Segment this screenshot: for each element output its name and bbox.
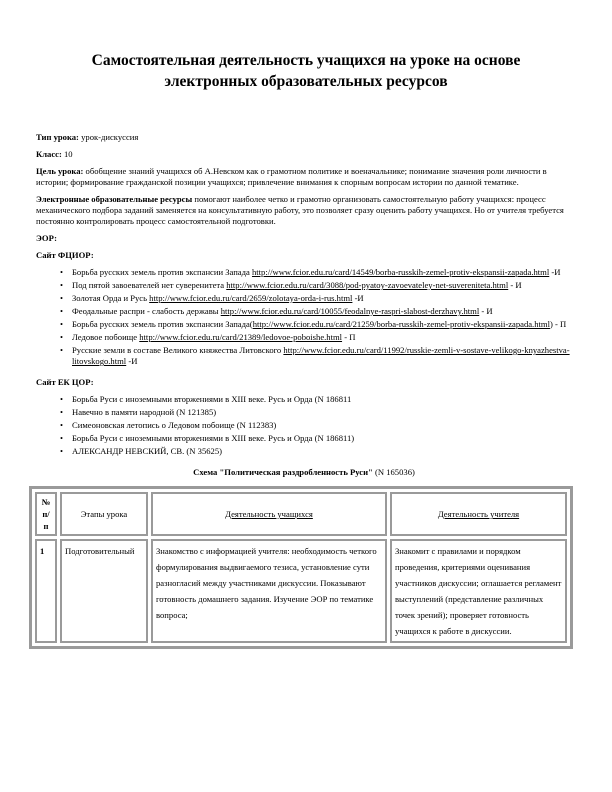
scheme-number: (N 165036) [372, 467, 415, 477]
resource-link[interactable]: http://www.fcior.edu.ru/card/21389/ledovoe-poboishe.html [139, 332, 343, 342]
lesson-class-value: 10 [64, 149, 73, 159]
lesson-table [29, 486, 573, 649]
lesson-goal-label: Цель урока: [36, 166, 84, 176]
list-item: • Борьба русских земель против экспансии Запада(http://www.fcior.edu.ru/card/21259/borba-russkih-zemel-protiv-ekspansii-zapada.html) - П [72, 319, 572, 330]
table-header-row [35, 492, 567, 536]
row-students: Знакомство с информацией учителя: необходимость четкого формулирования выдвигаемого тезиса, установление сути разногласий между участниками дискуссии. Показывают готовность домашнего задания. Изучение ЭОР по тематике вопроса; [151, 539, 387, 643]
resource-link[interactable]: http://www.fcior.edu.ru/card/2659/zolotaya-orda-i-rus.html [149, 293, 353, 303]
lesson-type-value: урок-дискуссия [81, 132, 139, 142]
ekcor-list [36, 394, 572, 457]
eor-intro [36, 194, 572, 227]
resource-link[interactable]: http://www.fcior.edu.ru/card/3088/pod-pyatoy-zavoevateley-net-suvereniteta.html [226, 280, 509, 290]
header-students: Деятельность учащихся [151, 492, 387, 536]
eor-intro-label: Электронные образовательные ресурсы [36, 194, 193, 204]
resource-link[interactable]: http://www.fcior.edu.ru/card/21259/borba-russkih-zemel-protiv-ekspansii-zapada.html [252, 319, 550, 329]
title-line-2: электронных образовательных ресурсов [164, 73, 448, 90]
resource-link[interactable]: http://www.fcior.edu.ru/card/11992/russkie-zemli-v-sostave-velikogo-knyazhestva-litovskogo.html [72, 345, 570, 366]
lesson-class-label: Класс: [36, 149, 62, 159]
title-line-1: Самостоятельная деятельность учащихся на уроке на основе [91, 52, 521, 69]
resource-link[interactable]: http://www.fcior.edu.ru/card/14549/borba-russkih-zemel-protiv-ekspansii-zapada.html [251, 267, 550, 277]
header-stage: Этапы урока [60, 492, 148, 536]
list-item: • Борьба Руси с иноземными вторжениями в XIII веке. Русь и Орда (N 186811) [72, 433, 572, 444]
fcior-heading: Сайт ФЦИОР: [36, 250, 94, 260]
lesson-goal [36, 166, 572, 188]
table-row [35, 539, 567, 643]
header-teacher: Деятельность учителя [390, 492, 567, 536]
eor-intro-text: помогают наиболее четко и грамотно организовать самостоятельную работу учащихся: процесс механического подбора заданий заменяется на консультативную работу, это позволяет сразу оценить работу учащихся. Но от учителя требуется постоянно контролировать процесс самостоятельной подготовки. [36, 194, 564, 226]
fcior-list [36, 267, 572, 367]
list-item: • Золотая Орда и Русь http://www.fcior.edu.ru/card/2659/zolotaya-orda-i-rus.html -И [72, 293, 572, 304]
lesson-goal-value: обобщение знаний учащихся об А.Невском как о грамотном политике и военачальнике; понимание значения роли личности в истории; формирование гражданской позиции учащихся; привлечение внимания к спорным вопросам истории по данной тематике. [36, 166, 547, 187]
document-body [36, 132, 572, 649]
row-stage: Подготовительный [60, 539, 148, 643]
eor-heading: ЭОР: [36, 233, 58, 243]
list-item: • АЛЕКСАНДР НЕВСКИЙ, СВ. (N 35625) [72, 446, 572, 457]
ekcor-heading: Сайт ЕК ЦОР: [36, 377, 94, 387]
row-number: 1 [35, 539, 57, 643]
document-title [60, 50, 552, 92]
list-item: • Борьба Руси с иноземными вторжениями в XIII веке. Русь и Орда (N 186811 [72, 394, 572, 405]
lesson-class [36, 149, 572, 160]
list-item: • Ледовое побоище http://www.fcior.edu.ru/card/21389/ledovoe-poboishe.html - П [72, 332, 572, 343]
list-item: • Феодальные распри - слабость державы http://www.fcior.edu.ru/card/10055/feodalnye-raspri-slabost-derzhavy.html - И [72, 306, 572, 317]
scheme-caption [36, 467, 572, 478]
list-item: • Русские земли в составе Великого княжества Литовского http://www.fcior.edu.ru/card/11992/russkie-zemli-v-sostave-velikogo-knyazhestva-litovskogo.html -И [72, 345, 572, 367]
list-item: • Под пятой завоевателей нет суверенитета http://www.fcior.edu.ru/card/3088/pod-pyatoy-zavoevateley-net-suvereniteta.html - И [72, 280, 572, 291]
list-item: • Симеоновская летопись о Ледовом побоище (N 112383) [72, 420, 572, 431]
list-item: • Борьба русских земель против экспансии Запада http://www.fcior.edu.ru/card/14549/borba-russkih-zemel-protiv-ekspansii-zapada.html -И [72, 267, 572, 278]
resource-link[interactable]: http://www.fcior.edu.ru/card/10055/feodalnye-raspri-slabost-derzhavy.html [220, 306, 480, 316]
header-number: № п/п [35, 492, 57, 536]
lesson-type [36, 132, 572, 143]
list-item: • Навечно в памяти народной (N 121385) [72, 407, 572, 418]
lesson-type-label: Тип урока: [36, 132, 79, 142]
scheme-title: Схема "Политическая раздробленность Руси" [193, 467, 373, 477]
row-teacher: Знакомит с правилами и порядком проведения, критериями оценивания участников дискуссии; оглашается регламент выступлений (представление различных точек зрений); проверяет готовность учащихся к работе в дискуссии. [390, 539, 567, 643]
